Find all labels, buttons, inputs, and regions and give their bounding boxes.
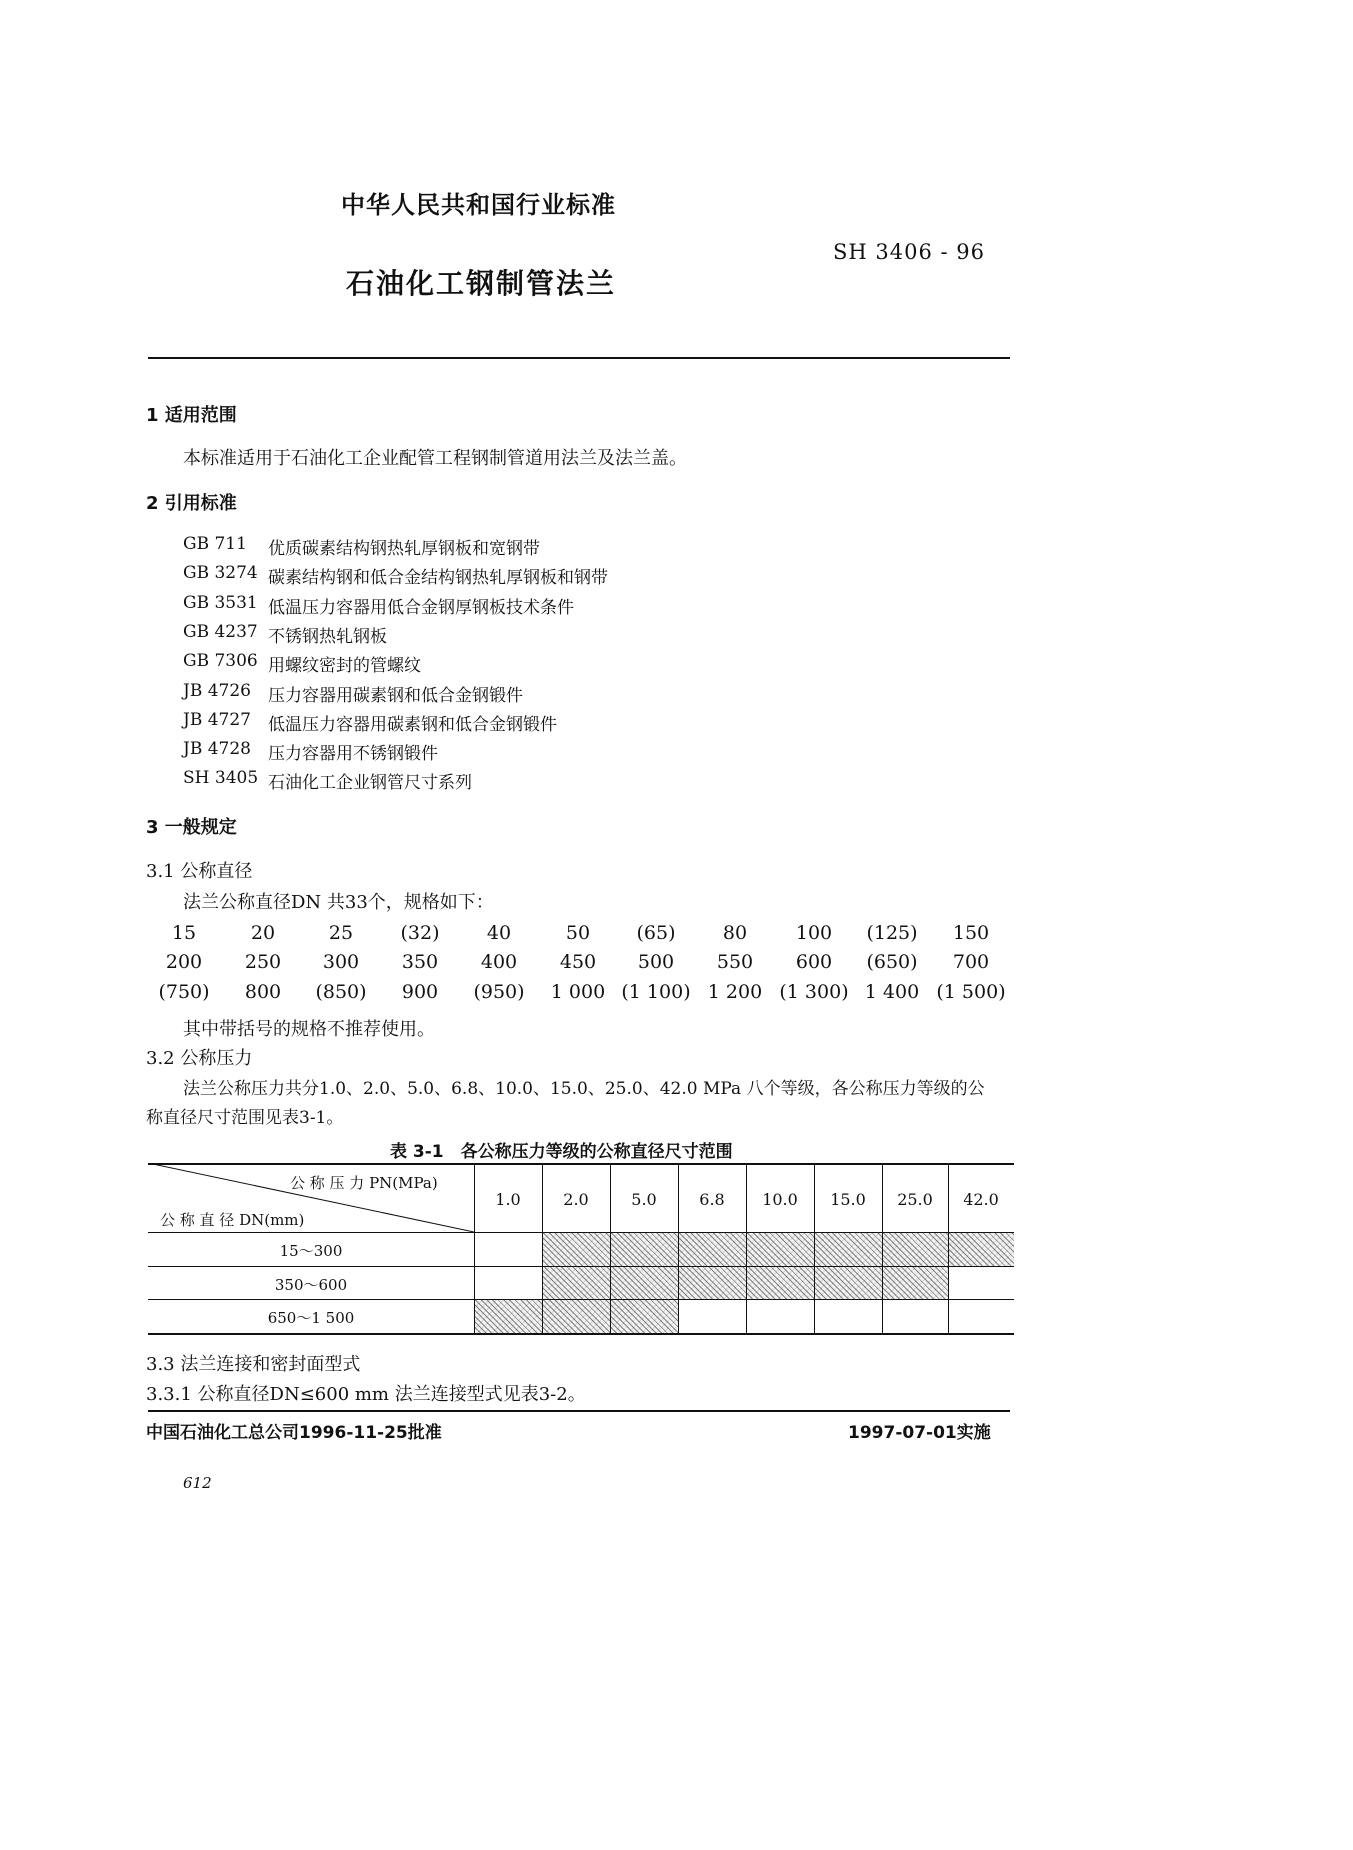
dn-size-value: 250 [244, 951, 282, 973]
table-caption: 表 3-1 各公称压力等级的公称直径尺寸范围 [390, 1142, 733, 1162]
dn-size-value: 450 [559, 951, 597, 973]
diameter-axis-label: 公 称 直 径 DN(mm) [160, 1211, 305, 1229]
dn-size-value: (1 300) [779, 981, 849, 1003]
approval-note: 中国石油化工总公司1996-11-25批准 [146, 1423, 442, 1443]
applicable-cell [610, 1299, 678, 1333]
reference-code: GB 711 [183, 534, 247, 554]
section-3-1-intro: 法兰公称直径DN 共33个，规格如下： [183, 892, 494, 913]
table-column-rule [474, 1163, 475, 1333]
reference-code: JB 4726 [183, 681, 251, 701]
dn-size-value: 50 [565, 922, 591, 944]
reference-code: SH 3405 [183, 768, 259, 788]
dn-size-value: (125) [866, 922, 918, 944]
dn-size-value: 500 [637, 951, 675, 973]
applicable-cell [882, 1232, 948, 1266]
dn-size-value: (750) [158, 981, 210, 1003]
section-3-heading: 3 一般规定 [146, 817, 237, 838]
dn-size-value: 80 [722, 922, 748, 944]
section-3-3-1-text: 3.3.1 公称直径DN≤600 mm 法兰连接型式见表3-2。 [146, 1384, 586, 1405]
dn-size-value: 350 [401, 951, 439, 973]
applicable-cell [678, 1266, 746, 1299]
dn-size-value: 550 [716, 951, 754, 973]
reference-code: GB 7306 [183, 651, 258, 671]
reference-code: JB 4727 [183, 710, 251, 730]
diameter-range: 15～300 [279, 1242, 343, 1260]
footer-rule [148, 1410, 1010, 1412]
dn-size-value: (850) [315, 981, 367, 1003]
pressure-header: 1.0 [495, 1190, 521, 1209]
dn-size-value: 900 [401, 981, 439, 1003]
reference-title: 优质碳素结构钢热轧厚钢板和宽钢带 [268, 539, 540, 559]
dn-size-value: 700 [952, 951, 990, 973]
dn-size-value: (65) [636, 922, 676, 944]
table-column-rule [746, 1163, 747, 1333]
applicable-cell [542, 1232, 610, 1266]
diameter-range: 650～1 500 [267, 1309, 355, 1327]
table-column-rule [542, 1163, 543, 1333]
pressure-header: 15.0 [830, 1190, 866, 1209]
dn-size-value: 800 [244, 981, 282, 1003]
pressure-header: 10.0 [762, 1190, 798, 1209]
dn-size-value: 200 [165, 951, 203, 973]
table-column-rule [882, 1163, 883, 1333]
table-column-rule [814, 1163, 815, 1333]
applicable-cell [814, 1266, 882, 1299]
dn-size-value: 1 200 [707, 981, 763, 1003]
applicable-cell [542, 1266, 610, 1299]
section-3-2-text-line2: 称直径尺寸范围见表3-1。 [146, 1108, 344, 1128]
org-title: 中华人民共和国行业标准 [341, 191, 616, 219]
pressure-header: 25.0 [897, 1190, 933, 1209]
dn-size-value: 1 400 [864, 981, 920, 1003]
dn-size-value: 40 [486, 922, 512, 944]
page-number: 612 [183, 1474, 212, 1492]
dn-size-value: 1 000 [550, 981, 606, 1003]
reference-title: 压力容器用不锈钢锻件 [268, 744, 438, 764]
applicable-cell [746, 1232, 814, 1266]
reference-title: 不锈钢热轧钢板 [268, 627, 387, 647]
reference-title: 碳素结构钢和低合金结构钢热轧厚钢板和钢带 [268, 568, 608, 588]
table-column-rule [948, 1163, 949, 1333]
table-column-rule [678, 1163, 679, 1333]
reference-title: 用螺纹密封的管螺纹 [268, 656, 421, 676]
reference-title: 低温压力容器用低合金钢厚钢板技术条件 [268, 598, 574, 618]
section-1-heading: 1 适用范围 [146, 405, 237, 426]
applicable-cell [610, 1232, 678, 1266]
dn-size-value: 400 [480, 951, 518, 973]
applicable-cell [814, 1232, 882, 1266]
dn-size-value: (950) [473, 981, 525, 1003]
section-2-heading: 2 引用标准 [146, 493, 237, 514]
dn-size-value: 150 [952, 922, 990, 944]
implementation-date: 1997-07-01实施 [848, 1423, 991, 1443]
section-3-1-heading: 3.1 公称直径 [146, 861, 253, 882]
reference-code: GB 3531 [183, 593, 258, 613]
table-column-rule [610, 1163, 611, 1333]
applicable-cell [610, 1266, 678, 1299]
applicable-cell [474, 1299, 542, 1333]
dn-size-value: (650) [866, 951, 918, 973]
reference-title: 石油化工企业钢管尺寸系列 [268, 773, 472, 793]
section-1-text: 本标准适用于石油化工企业配管工程钢制管道用法兰及法兰盖。 [183, 448, 687, 469]
applicable-cell [948, 1232, 1014, 1266]
section-3-1-note: 其中带括号的规格不推荐使用。 [183, 1019, 435, 1040]
reference-title: 低温压力容器用碳素钢和低合金钢锻件 [268, 715, 557, 735]
table-row-rule [148, 1333, 1014, 1335]
table-row-rule [148, 1232, 1014, 1233]
section-3-2-text-line1: 法兰公称压力共分1.0、2.0、5.0、6.8、10.0、15.0、25.0、42.0 MPa 八个等级，各公称压力等级的公 [183, 1079, 985, 1099]
dn-size-value: 20 [250, 922, 276, 944]
applicable-cell [882, 1266, 948, 1299]
pressure-axis-label: 公 称 压 力 PN(MPa) [290, 1174, 438, 1192]
table-row-rule [148, 1299, 1014, 1300]
reference-code: GB 3274 [183, 563, 258, 583]
standard-code: SH 3406 - 96 [833, 240, 985, 264]
header-rule [148, 357, 1010, 359]
reference-code: GB 4237 [183, 622, 258, 642]
dn-size-value: (1 500) [936, 981, 1006, 1003]
dn-size-value: 100 [795, 922, 833, 944]
applicable-cell [678, 1232, 746, 1266]
applicable-cell [746, 1266, 814, 1299]
applicable-cell [542, 1299, 610, 1333]
document-title: 石油化工钢制管法兰 [346, 267, 617, 300]
dn-size-value: 300 [322, 951, 360, 973]
reference-code: JB 4728 [183, 739, 251, 759]
diameter-range: 350～600 [274, 1276, 348, 1294]
pressure-header: 6.8 [699, 1190, 725, 1209]
table-row-rule [148, 1266, 1014, 1267]
dn-size-value: (32) [400, 922, 440, 944]
dn-size-value: 600 [795, 951, 833, 973]
section-3-3-heading: 3.3 法兰连接和密封面型式 [146, 1354, 361, 1375]
section-3-2-heading: 3.2 公称压力 [146, 1048, 253, 1069]
pressure-header: 2.0 [563, 1190, 589, 1209]
dn-size-value: 25 [328, 922, 354, 944]
reference-title: 压力容器用碳素钢和低合金钢锻件 [268, 686, 523, 706]
dn-size-value: (1 100) [621, 981, 691, 1003]
pressure-header: 5.0 [631, 1190, 657, 1209]
pressure-header: 42.0 [963, 1190, 999, 1209]
dn-size-value: 15 [171, 922, 197, 944]
